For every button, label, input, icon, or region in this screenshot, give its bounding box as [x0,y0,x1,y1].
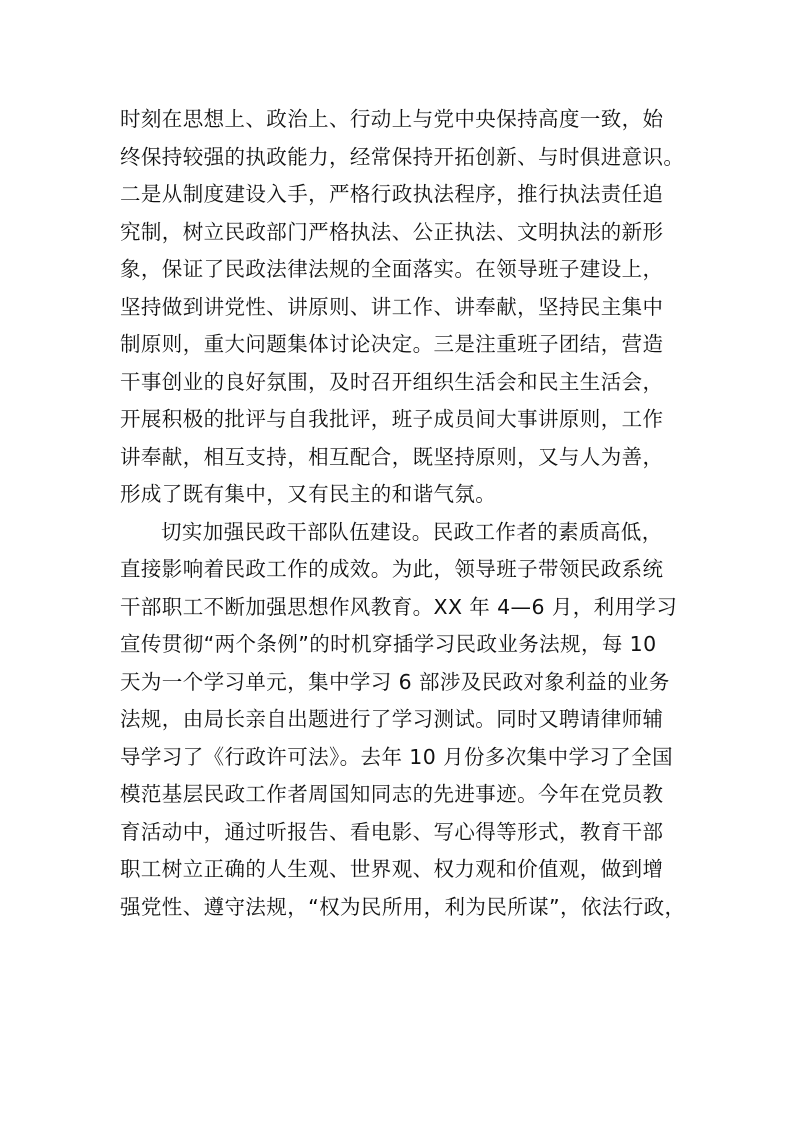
text-line: 天为一个学习单元，集中学习 6 部涉及民政对象利益的业务 [120,669,670,694]
text-line: 育活动中，通过听报告、看电影、写心得等形式，教育干部 [120,819,664,844]
text-line: 模范基层民政工作者周国知同志的先进事迹。今年在党员教 [120,782,664,806]
body-text [120,101,686,926]
paragraph-start-line: 切实加强民政干部队伍建设。民政工作者的素质高低， [161,519,663,544]
text-line: 象，保证了民政法律法规的全面落实。在领导班子建设上， [120,257,664,281]
text-line: 制原则，重大问题集体讨论决定。三是注重班子团结，营造 [120,332,664,356]
text-line: 干事创业的良好氛围，及时召开组织生活会和民主生活会， [120,369,664,394]
text-line: 直接影响着民政工作的成效。为此，领导班子带领民政系统 [120,557,664,581]
text-line: 时刻在思想上、政治上、行动上与党中央保持高度一致，始 [120,107,664,131]
text-line: 究制，树立民政部门严格执法、公正执法、文明执法的新形 [120,219,664,244]
text-line: 讲奉献，相互支持，相互配合，既坚持原则，又与人为善， [120,444,664,469]
text-line: 二是从制度建设入手，严格行政执法程序，推行执法责任追 [120,182,664,206]
text-line: 开展积极的批评与自我批评，班子成员间大事讲原则，工作 [120,407,664,431]
text-line: 终保持较强的执政能力，经常保持开拓创新、与时俱进意识。 [120,144,685,169]
text-line: 形成了既有集中，又有民主的和谐气氛。 [120,482,497,506]
text-line: 干部职工不断加强思想作风教育。XX 年 4—6 月，利用学习 [120,594,678,619]
text-line: 宣传贯彻“两个条例”的时机穿插学习民政业务法规，每 10 [120,632,657,656]
text-line: 坚持做到讲党性、讲原则、讲工作、讲奉献，坚持民主集中 [120,294,664,319]
text-line: 职工树立正确的人生观、世界观、权力观和价值观，做到增 [120,857,664,881]
text-line: 强党性、遵守法规，“权为民所用，利为民所谋”，依法行政， [120,894,686,919]
text-line: 法规，由局长亲自出题进行了学习测试。同时又聘请律师辅 [120,707,664,731]
text-line: 导学习了《行政许可法》。去年 10 月份多次集中学习了全国 [120,744,673,769]
